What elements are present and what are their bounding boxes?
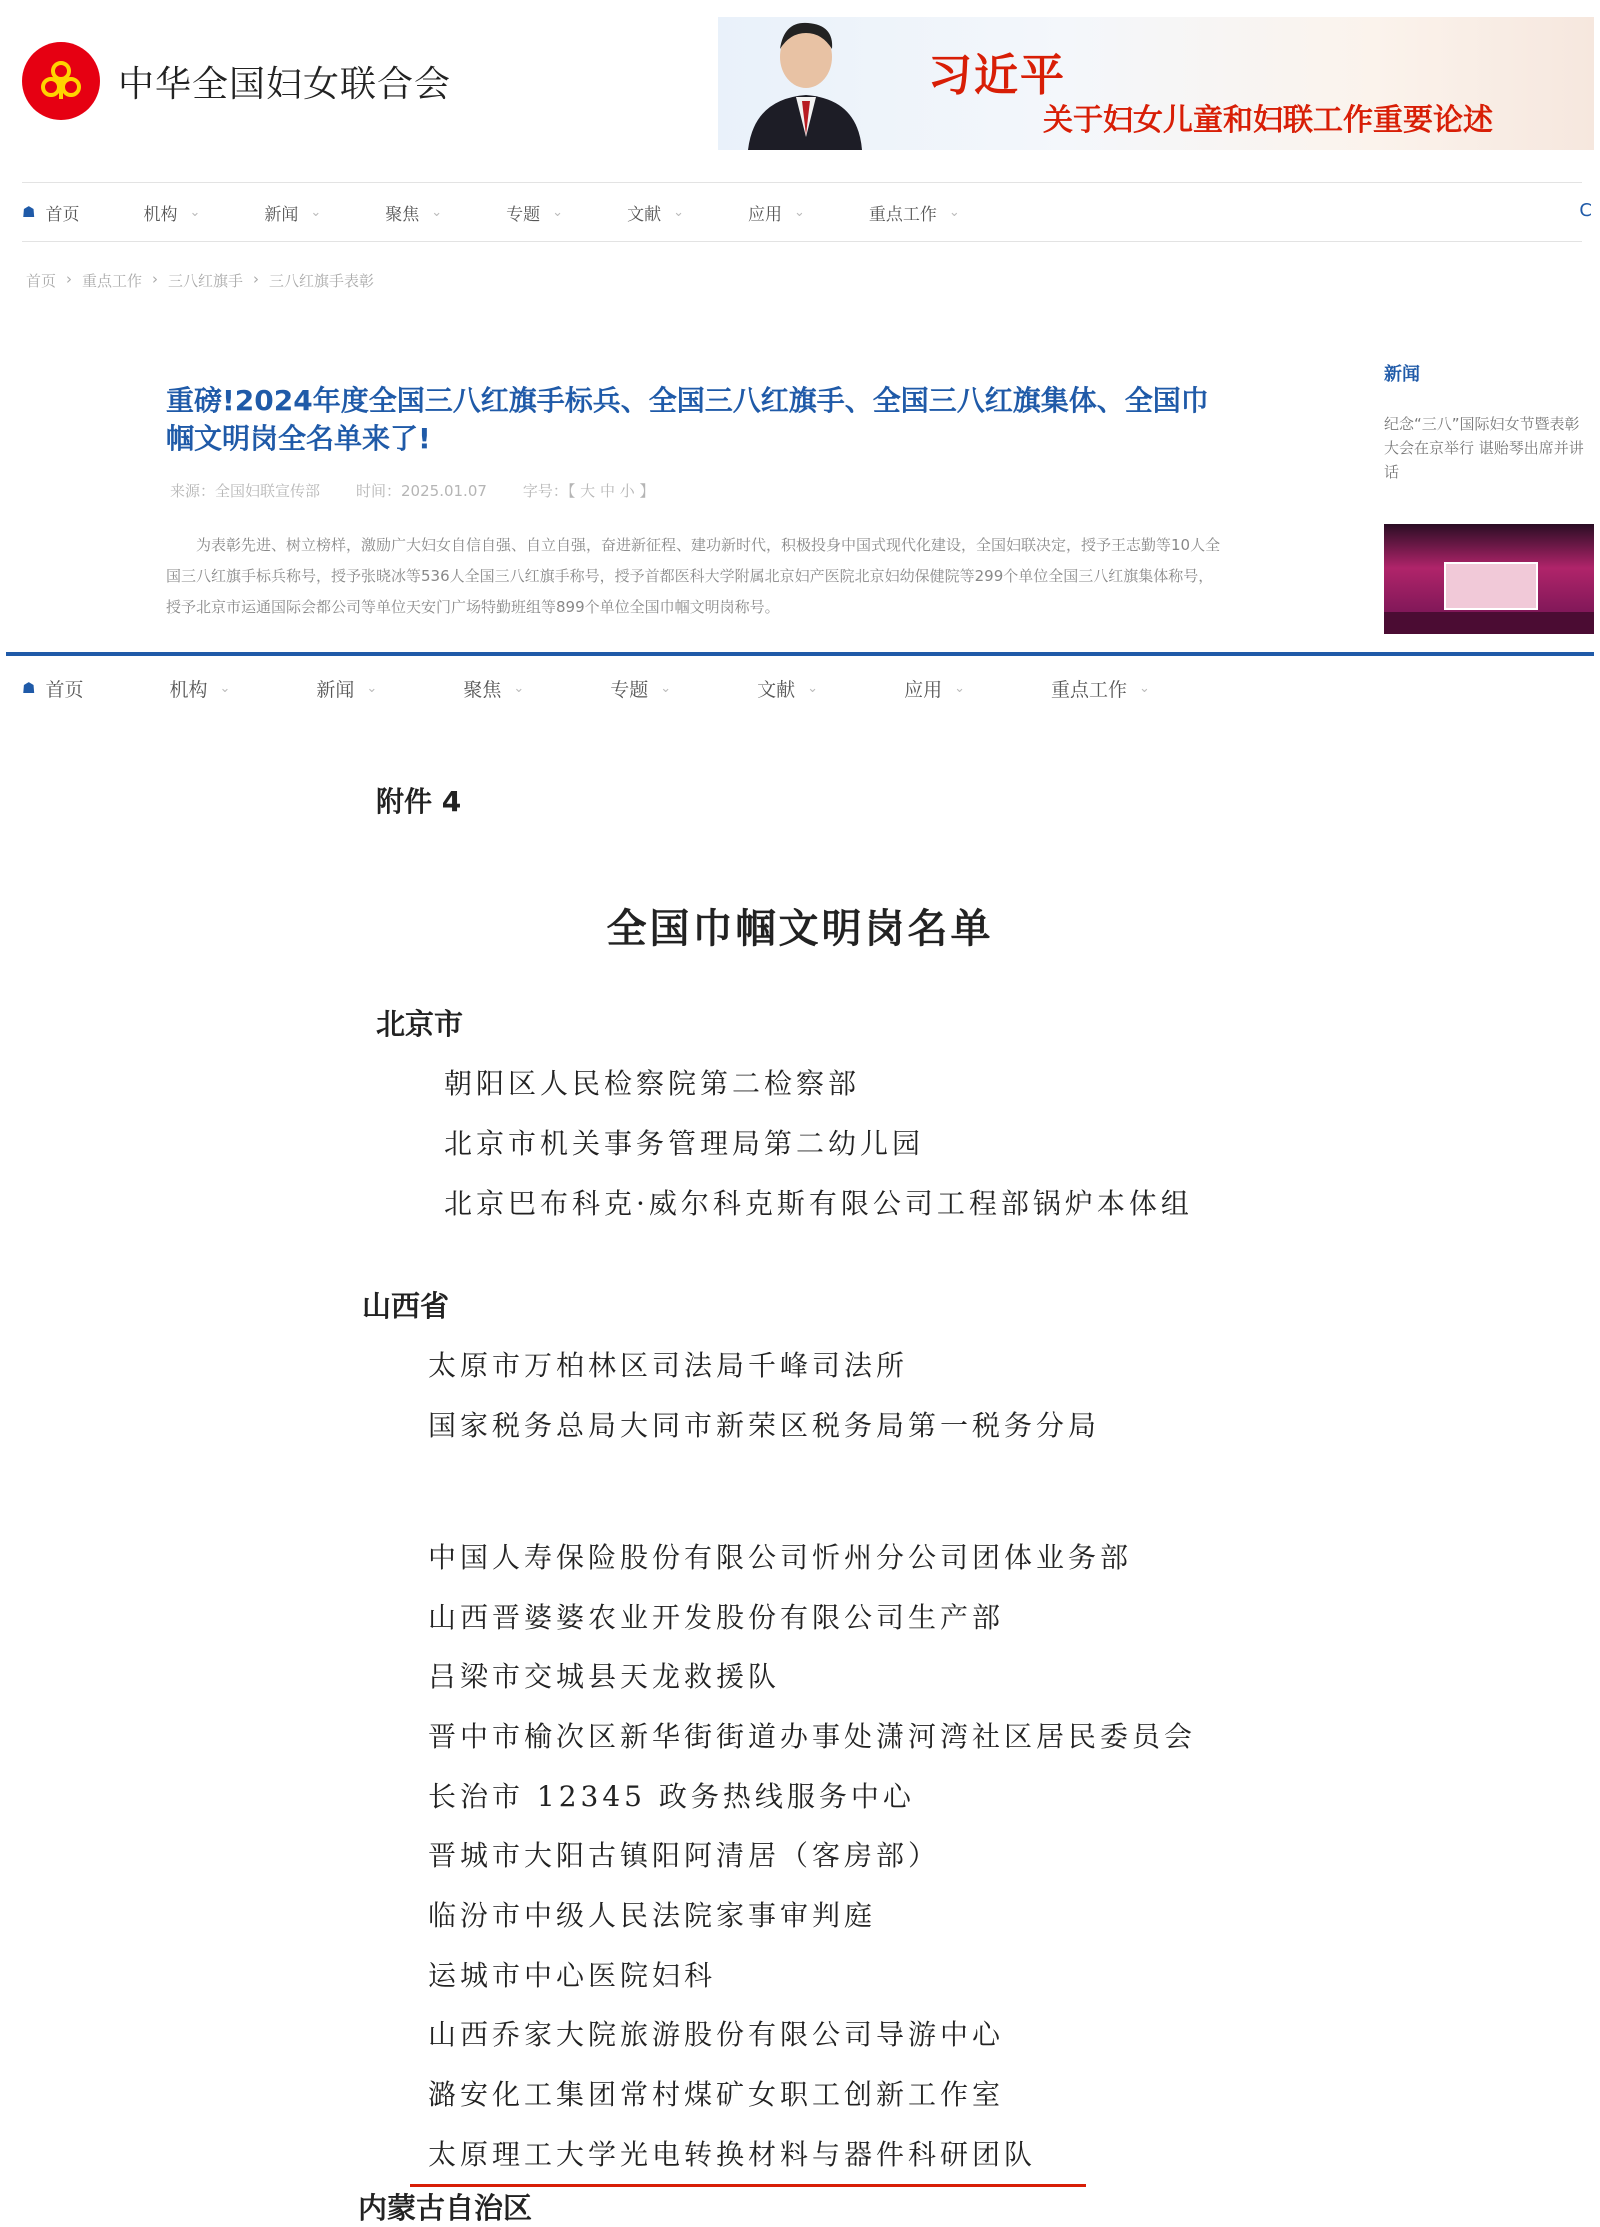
home-icon: ☗ — [22, 203, 36, 221]
list-item: 太原市万柏林区司法局千峰司法所 — [428, 1349, 909, 1382]
home-icon: ☗ — [22, 679, 36, 697]
nav-item-apps[interactable]: 应用 ⌄ — [747, 204, 805, 225]
sidebar-news-link[interactable]: 纪念“三八”国际妇女节暨表彰大会在京举行 谌贻琴出席并讲话 — [1384, 415, 1584, 481]
chevron-down-icon: ⌄ — [513, 680, 525, 696]
chevron-down-icon: ⌄ — [189, 204, 201, 220]
nav-item-docs[interactable]: 文献 ⌄ — [627, 204, 684, 225]
nav-item-key-work[interactable]: 重点工作 ⌄ — [1051, 678, 1150, 701]
nav-item-home[interactable]: ☗ 首页 — [22, 203, 80, 225]
women-federation-emblem-icon — [22, 42, 100, 120]
site-name: 中华全国妇女联合会 — [118, 63, 452, 105]
chevron-down-icon: ⌄ — [431, 204, 443, 220]
nav-item-topics[interactable]: 专题 ⌄ — [610, 678, 672, 701]
breadcrumb-item[interactable]: 首页 — [26, 272, 57, 290]
sidebar-heading: 新闻 — [1384, 364, 1420, 385]
font-size-switcher[interactable]: 字号：【 大 中 小 】 — [522, 482, 655, 500]
stage-floor — [1384, 612, 1594, 634]
list-item: 北京市机关事务管理局第二幼儿园 — [444, 1127, 925, 1160]
list-item: 潞安化工集团常村煤矿女职工创新工作室 — [428, 2078, 1005, 2111]
list-item: 临汾市中级人民法院家事审判庭 — [428, 1899, 877, 1932]
nav-item-news[interactable]: 新闻 ⌄ — [264, 204, 322, 225]
portrait-image — [744, 17, 864, 150]
province-heading: 北京市 — [376, 1007, 464, 1041]
document-title: 全国巾帼文明岗名单 — [606, 905, 994, 952]
list-item: 晋城市大阳古镇阳阿清居（客房部） — [428, 1839, 941, 1872]
list-item: 朝阳区人民检察院第二检察部 — [444, 1067, 861, 1100]
breadcrumb-item[interactable]: 重点工作 — [82, 272, 143, 290]
banner-title: 习近平 — [928, 50, 1066, 101]
list-item: 北京巴布科克·威尔科克斯有限公司工程部锅炉本体组 — [444, 1187, 1193, 1220]
province-heading: 内蒙古自治区 — [358, 2191, 533, 2225]
article-source: 来源：全国妇联宣传部 — [170, 482, 321, 500]
list-item: 山西晋婆婆农业开发股份有限公司生产部 — [428, 1601, 1005, 1634]
nav-item-docs[interactable]: 文献 ⌄ — [757, 678, 819, 701]
list-item: 运城市中心医院妇科 — [428, 1959, 717, 1992]
chevron-down-icon: ⌄ — [673, 204, 684, 220]
nav-item-org[interactable]: 机构 ⌄ — [143, 204, 201, 225]
list-item: 晋中市榆次区新华街街道办事处潇河湾社区居民委员会 — [428, 1720, 1197, 1753]
site-logo[interactable] — [22, 42, 451, 120]
chevron-right-icon: › — [152, 270, 159, 288]
nav-overflow-edge[interactable]: C — [1579, 200, 1592, 221]
chevron-down-icon: ⌄ — [552, 204, 564, 220]
nav-item-apps[interactable]: 应用 ⌄ — [904, 678, 965, 701]
list-item: 长治市 12345 政务热线服务中心 — [428, 1780, 915, 1813]
list-item: 中国人寿保险股份有限公司忻州分公司团体业务部 — [428, 1541, 1133, 1574]
banner-subtitle: 关于妇女儿童和妇联工作重要论述 — [1043, 103, 1493, 138]
stage-screen — [1444, 562, 1538, 610]
nav-item-focus[interactable]: 聚焦 ⌄ — [385, 204, 443, 225]
sidebar-news-image[interactable] — [1384, 524, 1594, 634]
breadcrumb-item[interactable]: 三八红旗手表彰 — [269, 272, 375, 290]
chevron-down-icon: ⌄ — [366, 680, 378, 696]
list-item-highlighted: 太原理工大学光电转换材料与器件科研团队 — [428, 2138, 1037, 2171]
chevron-down-icon: ⌄ — [807, 680, 819, 696]
chevron-down-icon: ⌄ — [310, 204, 322, 220]
province-heading: 山西省 — [362, 1289, 450, 1323]
chevron-right-icon: › — [253, 270, 260, 288]
article-meta — [170, 480, 654, 501]
breadcrumb-item[interactable]: 三八红旗手 — [168, 272, 244, 290]
breadcrumb — [26, 270, 374, 291]
site-header — [0, 0, 1600, 160]
chevron-down-icon: ⌄ — [948, 204, 960, 220]
attachment-label: 附件 4 — [376, 785, 462, 818]
chevron-right-icon: › — [66, 270, 73, 288]
nav-item-key-work[interactable]: 重点工作 ⌄ — [868, 204, 960, 225]
nav-item-org[interactable]: 机构 ⌄ — [169, 678, 231, 701]
article-summary: 为表彰先进、树立榜样，激励广大妇女自信自强、自立自强，奋进新征程、建功新时代，积极投身中国式现代化建设，全国妇联决定，授予王志勤等10人全国三八红旗手标兵称号，授予张晓冰等536人全国三八红旗手称号，授予首都医科大学附属北京妇产医院北京妇幼保健院等299个单位全国三八红旗集体称号，授予北京市运通国际会都公司等单位天安门广场特勤班组等899个单位全国巾帼文明岗称号。 — [166, 536, 1221, 616]
main-nav-sticky — [22, 666, 1582, 710]
chevron-down-icon: ⌄ — [793, 204, 805, 220]
chevron-down-icon: ⌄ — [660, 680, 672, 696]
article-title: 重磅!2024年度全国三八红旗手标兵、全国三八红旗手、全国三八红旗集体、全国巾帼文明岗全名单来了! — [166, 384, 1209, 455]
chevron-down-icon: ⌄ — [1139, 680, 1150, 696]
list-item: 山西乔家大院旅游股份有限公司导游中心 — [428, 2018, 1005, 2051]
list-item: 国家税务总局大同市新荣区税务局第一税务分局 — [428, 1409, 1101, 1442]
chevron-down-icon: ⌄ — [219, 680, 231, 696]
nav-item-home[interactable]: ☗ 首页 — [22, 678, 84, 701]
nav-item-focus[interactable]: 聚焦 ⌄ — [463, 678, 525, 701]
xi-jinping-banner[interactable] — [718, 17, 1594, 150]
main-nav-top — [22, 182, 1582, 242]
article-time: 时间：2025.01.07 — [356, 482, 487, 500]
chevron-down-icon: ⌄ — [954, 680, 965, 696]
divider — [6, 652, 1594, 656]
nav-item-news[interactable]: 新闻 ⌄ — [316, 678, 378, 701]
list-item: 吕梁市交城县天龙救援队 — [428, 1660, 781, 1693]
nav-item-topics[interactable]: 专题 ⌄ — [506, 204, 564, 225]
